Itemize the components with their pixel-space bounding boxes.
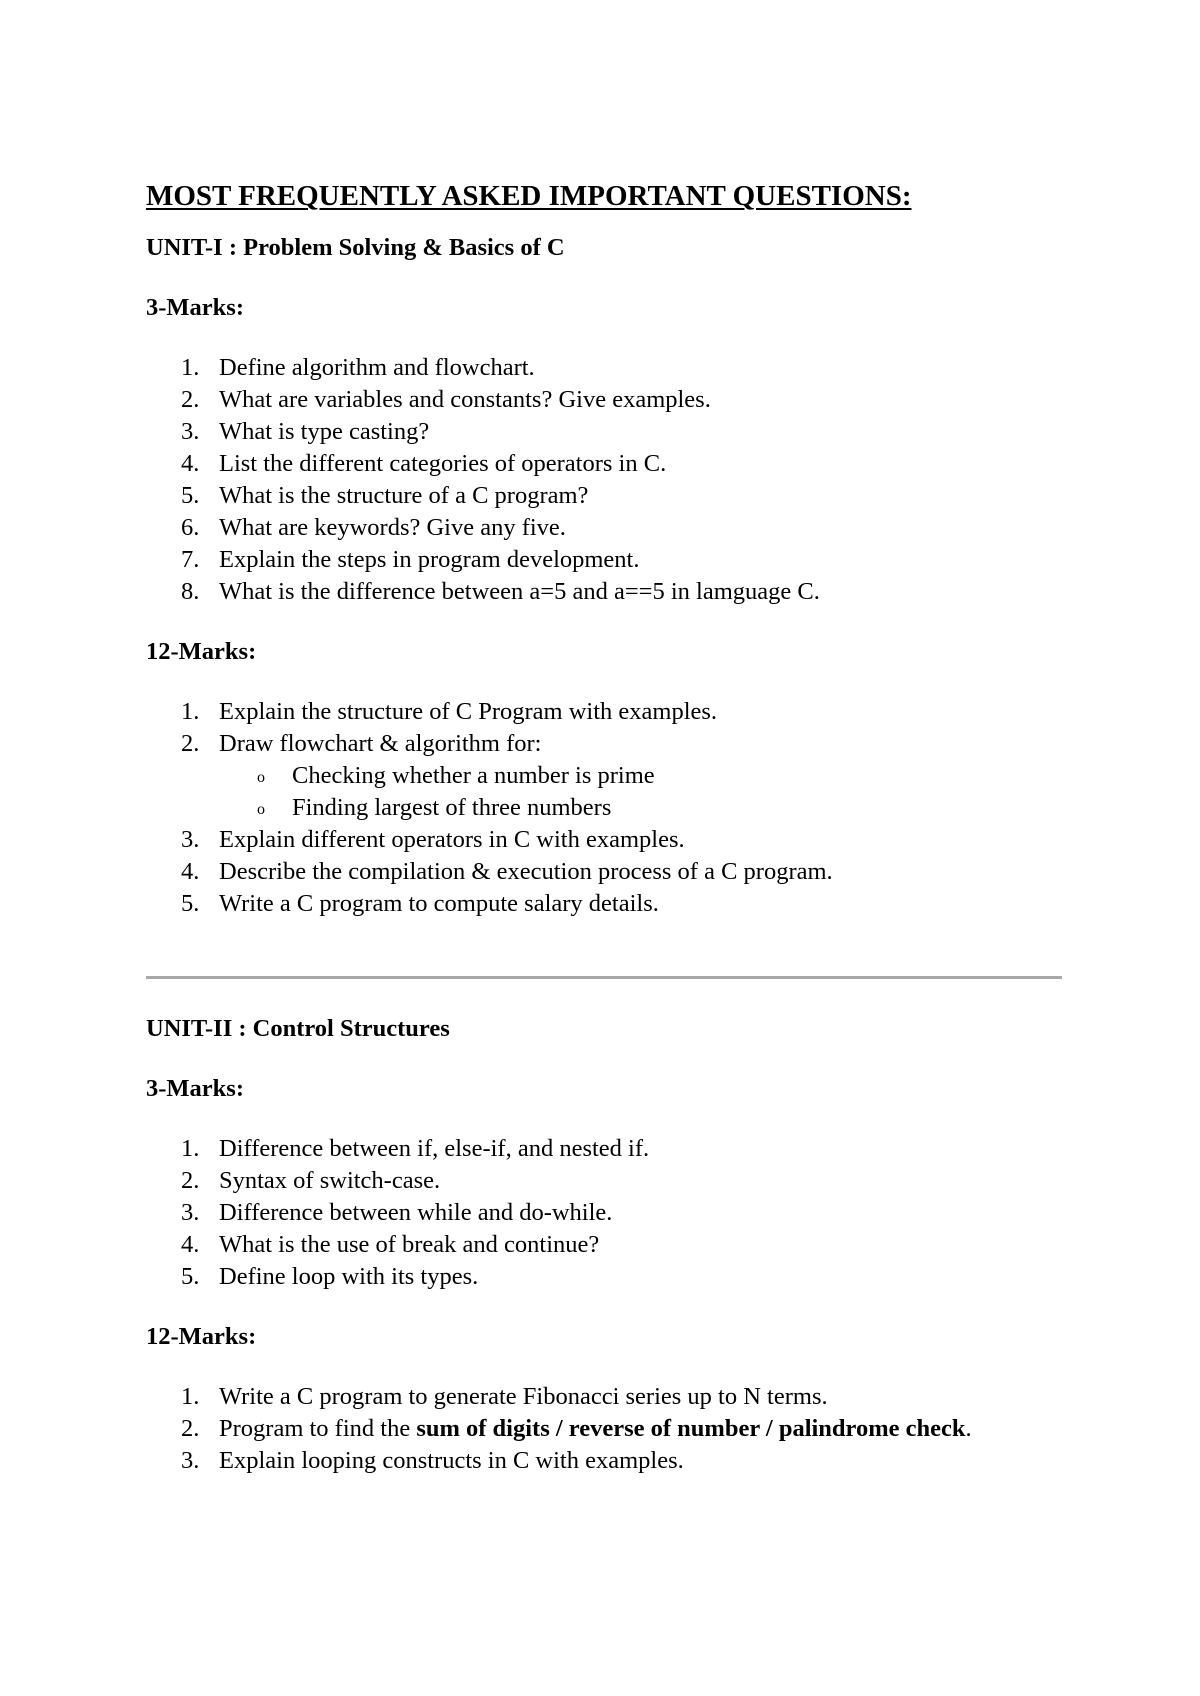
item-number: 7. <box>181 546 200 573</box>
sub-item-text: Finding largest of three numbers <box>292 794 612 821</box>
item-text: Syntax of switch-case. <box>219 1167 441 1194</box>
item-number: 2. <box>181 730 200 757</box>
item-text: Explain different operators in C with examples. <box>219 826 685 853</box>
list-item <box>146 1165 1076 1197</box>
item-number: 5. <box>181 1263 200 1290</box>
item-bold-text: sum of digits / reverse of number / palindrome check <box>416 1415 966 1442</box>
item-number: 5. <box>181 482 200 509</box>
item-number: 3. <box>181 826 200 853</box>
circle-bullet-icon: o <box>257 769 265 786</box>
list-item <box>146 576 1076 608</box>
page-title: MOST FREQUENTLY ASKED IMPORTANT QUESTIONS: <box>146 180 912 212</box>
item-number: 1. <box>181 698 200 725</box>
item-text: Explain the steps in program development. <box>219 546 640 573</box>
list-item <box>146 888 1076 920</box>
list-item <box>146 696 1076 728</box>
list-item <box>146 384 1076 416</box>
circle-bullet-icon: o <box>257 801 265 818</box>
item-text: What is the structure of a C program? <box>219 482 589 509</box>
unit-2-3marks-list <box>146 1133 1076 1293</box>
list-item <box>146 728 1076 824</box>
list-item <box>146 1133 1076 1165</box>
list-item <box>146 856 1076 888</box>
unit-2-12marks-heading: 12-Marks: <box>146 1323 257 1350</box>
item-text: Difference between while and do-while. <box>219 1199 613 1226</box>
item-text: Difference between if, else-if, and nested if. <box>219 1135 650 1162</box>
item-number: 1. <box>181 1135 200 1162</box>
list-item <box>146 1261 1076 1293</box>
item-number: 3. <box>181 1447 200 1474</box>
item-text: Explain the structure of C Program with examples. <box>219 698 718 725</box>
section-divider <box>146 976 1062 979</box>
unit-2-3marks-heading: 3-Marks: <box>146 1075 244 1102</box>
list-item <box>146 1381 1076 1413</box>
item-text: Explain looping constructs in C with examples. <box>219 1447 684 1474</box>
item-number: 2. <box>181 386 200 413</box>
unit-2-heading: UNIT-II : Control Structures <box>146 1015 450 1042</box>
item-text: Define algorithm and flowchart. <box>219 354 535 381</box>
list-item <box>146 480 1076 512</box>
unit-1-12marks-heading: 12-Marks: <box>146 638 257 665</box>
item-text: Describe the compilation & execution process of a C program. <box>219 858 833 885</box>
unit-1-heading: UNIT-I : Problem Solving & Basics of C <box>146 234 565 261</box>
item-text: What is the use of break and continue? <box>219 1231 600 1258</box>
item-number: 6. <box>181 514 200 541</box>
item-text: What is type casting? <box>219 418 430 445</box>
item-text-after: . <box>965 1415 972 1442</box>
item-number: 4. <box>181 1231 200 1258</box>
list-item <box>146 512 1076 544</box>
unit-1-3marks-heading: 3-Marks: <box>146 294 244 321</box>
unit-1-3marks-list <box>146 352 1076 608</box>
item-number: 4. <box>181 858 200 885</box>
item-number: 4. <box>181 450 200 477</box>
item-text: Draw flowchart & algorithm for: <box>219 730 542 757</box>
item-number: 1. <box>181 354 200 381</box>
item-number: 5. <box>181 890 200 917</box>
item-text: What are variables and constants? Give examples. <box>219 386 711 413</box>
document-content <box>146 178 1076 1505</box>
list-item <box>146 1229 1076 1261</box>
sub-list-item <box>219 792 1076 824</box>
list-item <box>146 824 1076 856</box>
unit-1-12marks-list <box>146 696 1076 920</box>
sub-list <box>219 760 1076 824</box>
unit-2-12marks-list <box>146 1381 1076 1477</box>
item-text: What is the difference between a=5 and a==5 in lamguage C. <box>219 578 820 605</box>
list-item <box>146 544 1076 576</box>
list-item <box>146 352 1076 384</box>
sub-list-item <box>219 760 1076 792</box>
list-item <box>146 1413 1076 1445</box>
item-number: 2. <box>181 1415 200 1442</box>
list-item <box>146 448 1076 480</box>
item-text: What are keywords? Give any five. <box>219 514 566 541</box>
item-number: 3. <box>181 1199 200 1226</box>
list-item <box>146 1197 1076 1229</box>
list-item <box>146 416 1076 448</box>
item-text: Define loop with its types. <box>219 1263 479 1290</box>
item-number: 2. <box>181 1167 200 1194</box>
item-text: Write a C program to generate Fibonacci series up to N terms. <box>219 1383 828 1410</box>
item-text: Write a C program to compute salary details. <box>219 890 659 917</box>
item-number: 1. <box>181 1383 200 1410</box>
list-item <box>146 1445 1076 1477</box>
item-number: 8. <box>181 578 200 605</box>
item-text: List the different categories of operators in C. <box>219 450 667 477</box>
item-number: 3. <box>181 418 200 445</box>
sub-item-text: Checking whether a number is prime <box>292 762 655 789</box>
item-text: Program to find the <box>219 1415 417 1442</box>
